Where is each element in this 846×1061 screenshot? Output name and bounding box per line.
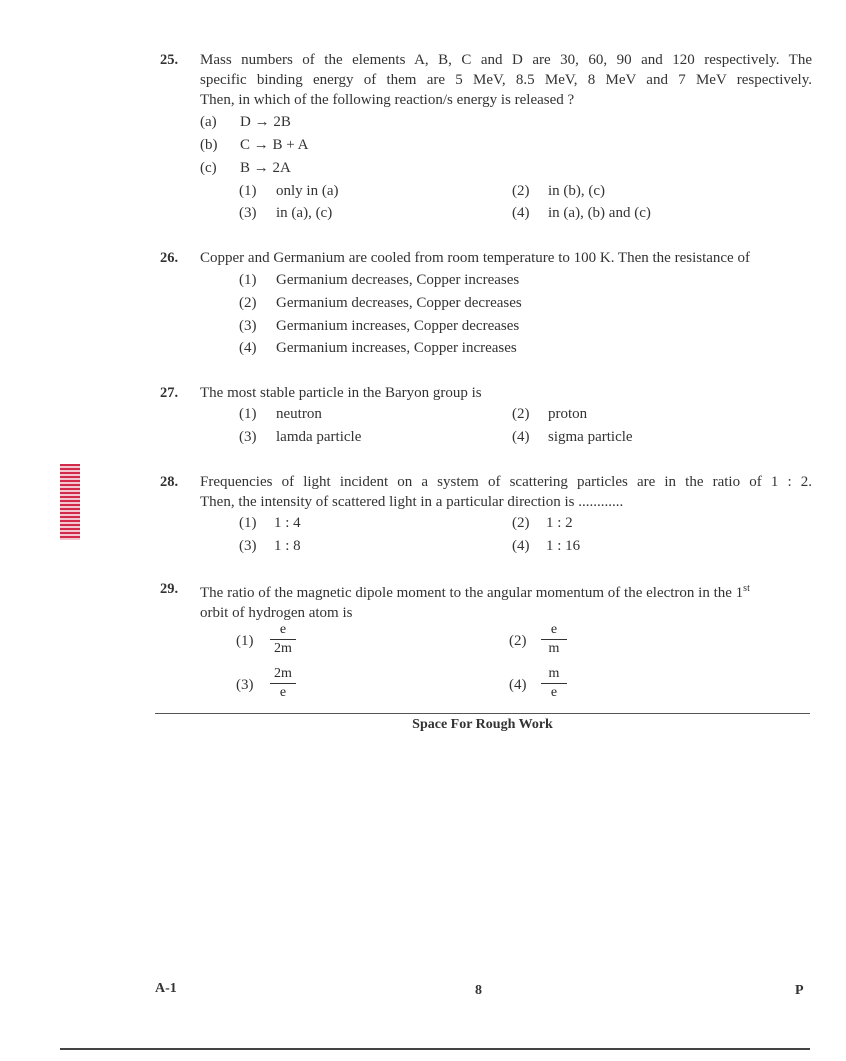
question-text [200,50,812,110]
option-label: (2) [512,406,530,422]
question-text-line: specific binding energy of them are 5 MeV, 8.5 MeV, 8 MeV and 7 MeV respectively. [200,72,812,88]
option-label: (4) [509,677,527,693]
bottom-page-line [60,1048,810,1050]
option-text[interactable]: in (b), (c) [548,183,606,199]
question-number: 28. [160,474,179,490]
question-text [200,579,812,623]
question-number: 26. [160,250,179,266]
footer-code: A-1 [155,981,177,996]
question-text-line: Frequencies of light incident on a system of scattering particles are in the ratio of 1 : 2. [200,474,812,490]
option-text[interactable]: in (a), (c) [276,205,333,221]
option-text[interactable]: sigma particle [548,429,633,445]
option-label: (4) [512,538,530,554]
fraction-numerator: m [541,666,567,684]
option-text[interactable]: neutron [276,406,322,422]
option-text[interactable]: in (a), (b) and (c) [548,205,651,221]
fraction-numerator: e [541,622,567,640]
reaction-label: (c) [200,160,217,176]
option-label: (2) [512,183,530,199]
question-number: 27. [160,385,179,401]
question-text [200,248,812,268]
question-text-line: Mass numbers of the elements A, B, C and D are 30, 60, 90 and 120 respectively. The [200,52,812,68]
question-text-part: The ratio of the magnetic dipole moment to the angular momentum of the electron in the 1 [200,585,744,601]
option-label: (3) [239,318,257,334]
reaction-text: C → B + A [240,137,309,153]
option-label: (3) [239,205,257,221]
question-text-line [200,579,812,603]
option-label: (2) [512,515,530,531]
question-number: 25. [160,52,179,68]
fraction-denominator: e [550,685,558,700]
option-label: (1) [239,406,257,422]
option-label: (1) [239,183,257,199]
question-text-line: The most stable particle in the Baryon group is [200,385,482,401]
fraction-denominator: m [548,641,560,656]
option-fraction[interactable] [270,666,296,702]
page-number: 8 [475,983,482,998]
option-label: (4) [512,429,530,445]
option-label: (2) [239,295,257,311]
option-text[interactable]: Germanium decreases, Copper increases [276,272,520,288]
margin-barcode-mark [60,464,80,540]
fraction-numerator: 2m [270,666,296,684]
option-text[interactable]: Germanium increases, Copper decreases [276,318,520,334]
question-number: 29. [160,581,179,597]
option-text[interactable]: 1 : 4 [274,515,301,531]
reaction-label: (b) [200,137,218,153]
option-label: (4) [512,205,530,221]
option-label: (3) [236,677,254,693]
option-text[interactable]: only in (a) [276,183,339,199]
option-text[interactable]: Germanium increases, Copper increases [276,340,517,356]
option-fraction[interactable] [541,666,567,702]
option-text[interactable]: Germanium decreases, Copper decreases [276,295,522,311]
question-text [200,472,812,512]
option-text[interactable]: proton [548,406,588,422]
option-text[interactable]: 1 : 2 [546,515,573,531]
option-text[interactable]: 1 : 16 [546,538,581,554]
option-text[interactable]: lamda particle [276,429,362,445]
option-text[interactable]: 1 : 8 [274,538,301,554]
option-label: (3) [239,429,257,445]
rough-work-label: Space For Rough Work [412,717,553,732]
fraction-numerator: e [270,622,296,640]
question-text [200,383,812,403]
ordinal-superscript: st [743,583,750,594]
option-label: (4) [239,340,257,356]
fraction-denominator: e [279,685,287,700]
option-label: (1) [239,515,257,531]
question-text-line: Then, in which of the following reaction/s energy is released ? [200,92,575,108]
option-fraction[interactable] [541,622,567,658]
option-label: (1) [239,272,257,288]
option-label: (3) [239,538,257,554]
question-text-line: Copper and Germanium are cooled from room temperature to 100 K. Then the resistance of [200,250,750,266]
fraction-denominator: 2m [274,641,292,656]
question-text-line: orbit of hydrogen atom is [200,605,353,621]
option-label: (2) [509,633,527,649]
reaction-text: D → 2B [240,114,291,130]
reaction-text: B → 2A [240,160,291,176]
option-label: (1) [236,633,254,649]
option-fraction[interactable] [270,622,296,658]
reaction-label: (a) [200,114,217,130]
question-text-line: Then, the intensity of scattered light in a particular direction is ............ [200,494,624,510]
rough-work-divider [155,713,810,714]
footer-set-code: P [795,983,804,998]
